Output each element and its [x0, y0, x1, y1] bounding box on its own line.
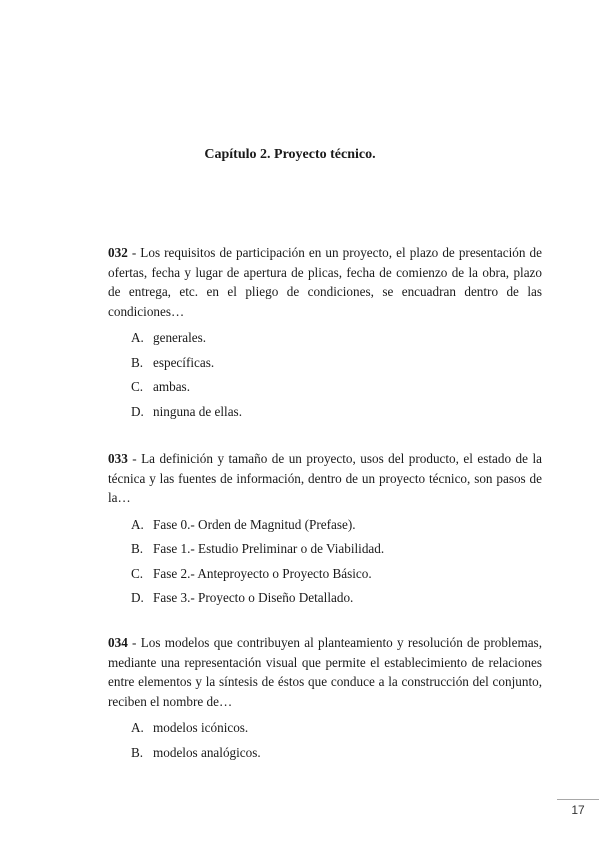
option-letter: A.: [131, 516, 144, 532]
question-text: [108, 633, 542, 711]
option-text: modelos icónicos.: [153, 720, 249, 735]
question-text: [108, 243, 542, 321]
question-text: [108, 449, 542, 508]
option-text: específicas.: [153, 354, 215, 370]
answer-options: [108, 513, 542, 611]
option-text: Fase 2.- Anteproyecto o Proyecto Básico.: [153, 565, 372, 581]
option-letter: B.: [131, 354, 144, 370]
option-text: ambas.: [153, 379, 190, 394]
question-number: 033: [108, 451, 128, 466]
answer-option-a: [108, 513, 542, 538]
answer-option-c: [108, 562, 542, 587]
question-separator: -: [127, 635, 141, 650]
chapter-title: Capítulo 2. Proyecto técnico.: [204, 147, 376, 162]
option-text: Fase 3.- Proyecto o Diseño Detallado.: [153, 590, 354, 605]
footer-divider: [557, 799, 599, 800]
question-separator: -: [127, 245, 141, 260]
option-letter: C.: [131, 379, 144, 394]
option-text: Fase 1.- Estudio Preliminar o de Viabilidad.: [153, 541, 385, 556]
answer-option-b: [108, 537, 542, 562]
option-letter: B.: [131, 541, 144, 556]
option-letter: A.: [131, 720, 144, 735]
option-text: modelos analógicos.: [153, 744, 261, 760]
answer-option-d: [108, 586, 542, 611]
option-letter: B.: [131, 744, 144, 760]
question-body: La definición y tamaño de un proyecto, usos del producto, el estado de la técnica y las fuentes de información, dentro de un proyecto técnico, son pasos de la…: [108, 451, 542, 505]
answer-option-b: [108, 351, 542, 376]
question-034: [108, 633, 542, 765]
page-number: 17: [571, 803, 585, 817]
answer-options: [108, 326, 542, 424]
question-033: [108, 449, 542, 611]
option-letter: D.: [131, 403, 144, 419]
question-body: Los requisitos de participación en un proyecto, el plazo de presentación de ofertas, fecha y lugar de apertura de plicas, fecha de comienzo de la obra, plazo de entrega, etc. en el pliego de condiciones, se encuadran dentro de las condiciones…: [108, 245, 542, 319]
option-letter: C.: [131, 565, 144, 581]
question-separator: -: [127, 451, 142, 466]
option-letter: D.: [131, 590, 144, 605]
answer-option-b: [108, 741, 542, 766]
option-text: ninguna de ellas.: [153, 403, 242, 419]
answer-option-c: [108, 375, 542, 400]
question-032: [108, 243, 542, 424]
question-body: Los modelos que contribuyen al planteamiento y resolución de problemas, mediante una representación visual que permite el establecimiento de relaciones entre elementos y la síntesis de éstos que conduce a la construcción del conjunto, reciben el nombre de…: [108, 635, 542, 709]
answer-option-d: [108, 400, 542, 425]
option-text: Fase 0.- Orden de Magnitud (Prefase).: [153, 516, 356, 532]
question-number: 032: [108, 245, 128, 260]
option-text: generales.: [153, 330, 207, 345]
answer-option-a: [108, 716, 542, 741]
option-letter: A.: [131, 330, 144, 345]
answer-options: [108, 716, 542, 765]
question-number: 034: [108, 635, 128, 650]
answer-option-a: [108, 326, 542, 351]
